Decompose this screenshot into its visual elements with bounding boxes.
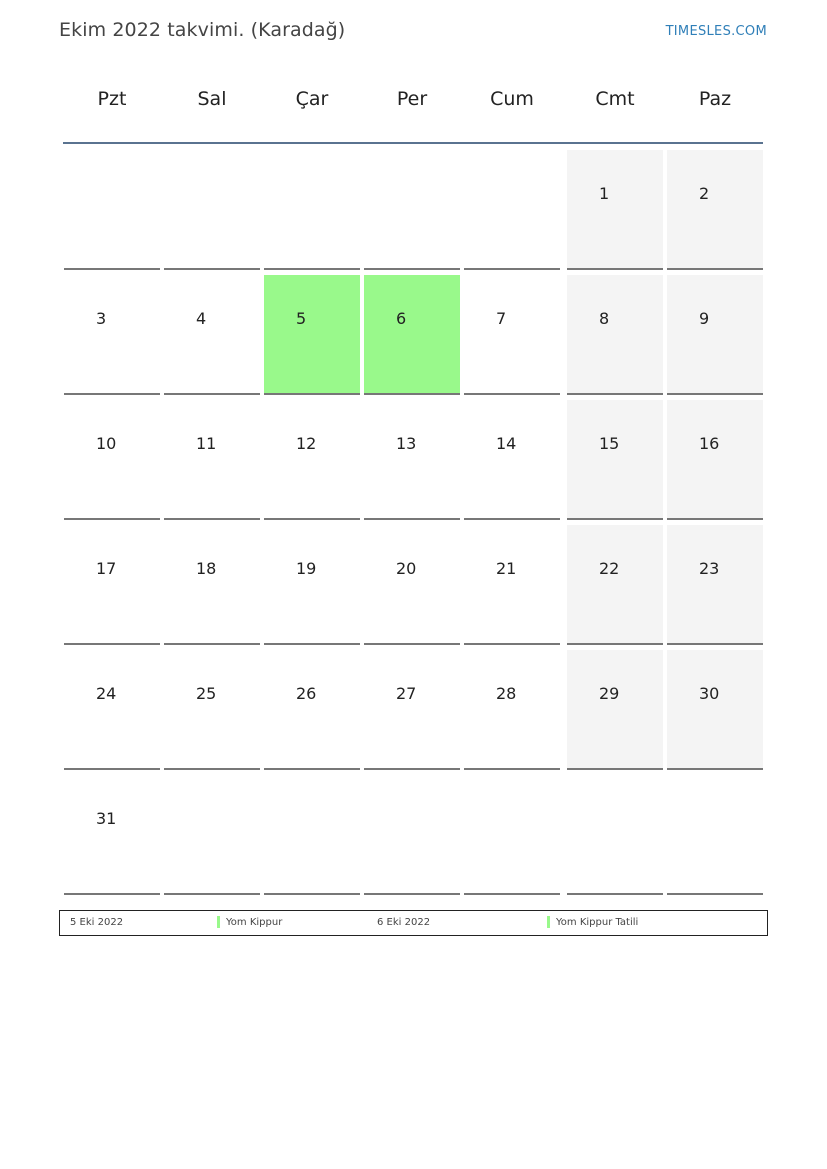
day-number: 3 — [96, 309, 107, 328]
empty-day-cell — [164, 775, 260, 895]
day-cell[interactable] — [464, 650, 560, 770]
day-number: 7 — [496, 309, 507, 328]
empty-day-cell — [64, 150, 160, 270]
day-cell[interactable] — [567, 275, 663, 395]
legend-color-mark-2 — [547, 916, 550, 928]
day-cell[interactable] — [567, 150, 663, 270]
day-cell[interactable] — [264, 525, 360, 645]
legend-color-mark-1 — [217, 916, 220, 928]
day-cell[interactable] — [667, 650, 763, 770]
day-cell[interactable] — [364, 525, 460, 645]
header-divider — [63, 142, 763, 144]
day-number: 10 — [96, 434, 117, 453]
day-cell[interactable] — [164, 525, 260, 645]
day-cell[interactable] — [364, 650, 460, 770]
day-cell[interactable] — [364, 400, 460, 520]
empty-day-cell — [264, 775, 360, 895]
day-cell[interactable] — [364, 275, 460, 395]
day-cell[interactable] — [567, 400, 663, 520]
day-cell[interactable] — [667, 400, 763, 520]
day-number: 8 — [599, 309, 610, 328]
legend-holiday-name-2: Yom Kippur Tatili — [556, 917, 639, 928]
day-number: 5 — [296, 309, 307, 328]
day-number: 15 — [599, 434, 620, 453]
page-title: Ekim 2022 takvimi. (Karadağ) — [59, 19, 346, 41]
day-cell[interactable] — [164, 275, 260, 395]
empty-day-cell — [264, 150, 360, 270]
day-cell[interactable] — [64, 275, 160, 395]
weekday-label: Sal — [197, 88, 227, 110]
day-number: 4 — [196, 309, 207, 328]
day-number: 2 — [699, 184, 710, 203]
day-cell[interactable] — [264, 650, 360, 770]
day-number: 25 — [196, 684, 217, 703]
brand-link[interactable]: TIMESLES.COM — [665, 24, 767, 39]
day-number: 17 — [96, 559, 117, 578]
day-number: 16 — [699, 434, 720, 453]
day-cell[interactable] — [264, 275, 360, 395]
weekday-label: Pzt — [97, 88, 127, 110]
day-cell[interactable] — [164, 650, 260, 770]
holiday-legend — [59, 910, 768, 936]
day-number: 23 — [699, 559, 720, 578]
empty-day-cell — [464, 150, 560, 270]
day-number: 11 — [196, 434, 217, 453]
weekday-label: Cmt — [595, 88, 635, 110]
day-number: 31 — [96, 809, 117, 828]
day-cell[interactable] — [667, 150, 763, 270]
day-number: 13 — [396, 434, 417, 453]
legend-holiday-name-1: Yom Kippur — [226, 917, 283, 928]
day-number: 30 — [699, 684, 720, 703]
day-number: 24 — [96, 684, 117, 703]
day-number: 6 — [396, 309, 407, 328]
day-number: 20 — [396, 559, 417, 578]
day-number: 29 — [599, 684, 620, 703]
day-number: 12 — [296, 434, 317, 453]
day-number: 18 — [196, 559, 217, 578]
legend-date-1: 5 Eki 2022 — [70, 917, 124, 928]
day-number: 22 — [599, 559, 620, 578]
day-cell[interactable] — [667, 275, 763, 395]
day-cell[interactable] — [64, 400, 160, 520]
weekday-header-row — [63, 88, 763, 120]
day-cell[interactable] — [64, 650, 160, 770]
day-cell[interactable] — [264, 400, 360, 520]
day-number: 27 — [396, 684, 417, 703]
day-cell[interactable] — [164, 400, 260, 520]
day-number: 14 — [496, 434, 517, 453]
day-number: 9 — [699, 309, 710, 328]
empty-day-cell — [164, 150, 260, 270]
day-number: 21 — [496, 559, 517, 578]
day-number: 28 — [496, 684, 517, 703]
empty-day-cell — [364, 150, 460, 270]
day-cell[interactable] — [567, 525, 663, 645]
empty-day-cell — [364, 775, 460, 895]
empty-day-cell — [464, 775, 560, 895]
weekday-label: Çar — [295, 88, 329, 110]
weekday-label: Paz — [698, 88, 732, 110]
legend-date-2: 6 Eki 2022 — [377, 917, 431, 928]
day-cell[interactable] — [64, 775, 160, 895]
day-cell[interactable] — [464, 525, 560, 645]
empty-day-cell — [567, 775, 663, 895]
day-cell[interactable] — [667, 525, 763, 645]
empty-day-cell — [667, 775, 763, 895]
day-cell[interactable] — [64, 525, 160, 645]
day-cell[interactable] — [464, 275, 560, 395]
day-cell[interactable] — [464, 400, 560, 520]
day-number: 19 — [296, 559, 317, 578]
day-number: 26 — [296, 684, 317, 703]
day-cell[interactable] — [567, 650, 663, 770]
day-number: 1 — [599, 184, 610, 203]
weekday-label: Cum — [490, 88, 534, 110]
weekday-label: Per — [396, 88, 428, 110]
